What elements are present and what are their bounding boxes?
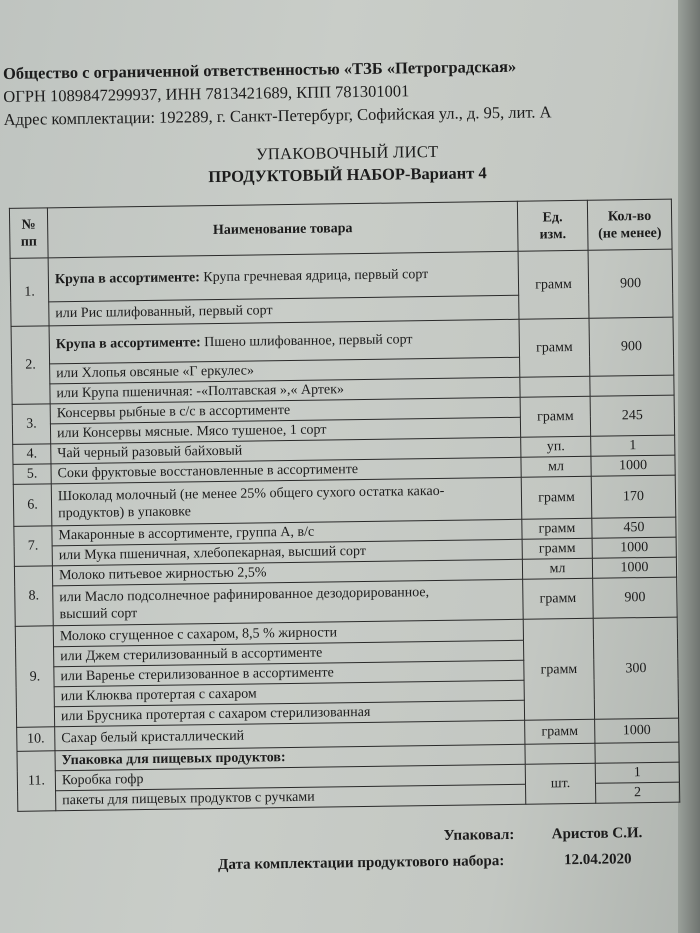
company-header [3, 53, 664, 131]
item-unit: мл [522, 558, 592, 579]
empty-cell [590, 375, 674, 396]
packed-by-name: Аристов С.И. [551, 825, 643, 843]
table-row [11, 317, 673, 364]
item-alternative: или Мука пшеничная, хлебопекарная, высший сорт [52, 539, 522, 566]
row-number: 10. [17, 727, 55, 752]
item-qty: 1000 [595, 718, 679, 743]
item-unit: грамм [518, 250, 589, 319]
col-header-name: Наименование товара [47, 201, 518, 258]
item-unit: грамм [521, 476, 592, 519]
items-table [9, 199, 680, 812]
item-qty: 245 [590, 395, 675, 436]
item-unit: грамм [525, 719, 595, 744]
row-number: 7. [14, 526, 53, 567]
row-number: 3. [12, 404, 51, 445]
item-unit: грамм [520, 396, 591, 437]
doc-title: УПАКОВОЧНЫЙ ЛИСТ [255, 141, 439, 164]
item-qty: 1 [591, 435, 675, 456]
row-number: 2. [11, 326, 50, 405]
item-qty: 900 [593, 577, 678, 618]
item-name: Крупа в ассортименте: Крупа гречневая ядрица, первый сорт [48, 251, 519, 302]
item-name: Шоколад молочный (не менее 25% общего сухого остатка какао- продуктов) в упаковке [51, 477, 522, 526]
empty-cell [520, 376, 590, 397]
packed-by-label: Упаковал: [443, 826, 515, 844]
item-alternative: или Джем стерилизованный в ассортименте [54, 640, 524, 667]
item-name: Коробка гофр [55, 764, 525, 791]
org-ids: ОГРН 1089847299937, ИНН 7813421689, КПП 781301001 [3, 81, 410, 106]
item-qty: 900 [588, 249, 673, 318]
table-header-row [9, 199, 672, 258]
item-qty: 1000 [592, 537, 676, 558]
row-number: 8. [14, 566, 53, 627]
item-alternative: или Крупа пшеничная: -«Полтавская »,« Артек» [50, 377, 520, 404]
row-number: 11. [17, 751, 56, 812]
item-alternative: или Клюква протертая с сахаром [54, 680, 524, 707]
date-label: Дата комплектации продуктового набора: [217, 853, 505, 874]
row-number: 9. [15, 626, 54, 728]
col-header-unit: Ед. изм. [517, 200, 588, 251]
item-alternative: или Варенье стерилизованное в ассортименте [54, 660, 524, 687]
item-unit: грамм [522, 538, 592, 559]
date-value: 12.04.2020 [563, 851, 632, 869]
item-name: Чай черный разовый байховый [51, 437, 521, 464]
item-alternative: или Хлопья овсяные «Г еркулес» [50, 357, 520, 384]
item-name: Крупа в ассортименте: Пшено шлифованное, первый сорт [49, 319, 519, 364]
item-name: Соки фруктовые восстановленные в ассортименте [51, 457, 521, 484]
item-unit: грамм [522, 518, 592, 539]
item-alternative: или Рис шлифованный, первый сорт [49, 295, 519, 326]
item-name: Консервы рыбные в с/с в ассортименте [50, 397, 520, 424]
item-unit: уп. [521, 436, 591, 457]
item-qty: 1000 [591, 455, 675, 476]
item-name: Молоко сгущенное с сахаром, 8,5 % жирности [53, 619, 523, 647]
col-header-qty: Кол-во (не менее) [587, 199, 672, 250]
row-number: 6. [13, 484, 52, 527]
item-unit: грамм [523, 618, 594, 720]
empty-cell [595, 742, 679, 763]
empty-cell [525, 743, 595, 764]
item-qty: 170 [591, 475, 676, 518]
item-alternative: или Консервы мясные. Мясо тушеное, 1 сорт [50, 417, 520, 444]
item-unit: мл [521, 456, 591, 477]
item-qty: 450 [592, 517, 676, 538]
signature-block [12, 824, 700, 874]
doc-subtitle: ПРОДУКТОВЫЙ НАБОР-Вариант 4 [208, 163, 487, 187]
row-number: 5. [13, 464, 51, 485]
org-address: Адрес комплектации: 192289, г. Санкт-Петербург, Софийская ул., д. 95, лит. А [3, 102, 552, 129]
item-name: пакеты для пищевых продуктов с ручками [56, 784, 526, 811]
item-name: Сахар белый кристаллический [55, 720, 525, 751]
item-unit: грамм [519, 318, 590, 377]
table-row [10, 249, 673, 302]
item-alternative: или Масло подсолнечное рафинированное дезодорированное, высший сорт [53, 579, 524, 626]
item-qty: 1 [595, 762, 679, 783]
item-alternative: или Брусника протертая с сахаром стерилизованная [54, 700, 524, 727]
item-unit: шт. [525, 763, 596, 804]
row-number: 1. [10, 258, 49, 327]
org-name: Общество с ограниченной ответственностью «ТЗБ «Петроградская» [2, 56, 517, 83]
item-qty: 900 [589, 317, 674, 376]
item-name: Молоко питьевое жирностью 2,5% [52, 559, 522, 586]
item-qty: 1000 [592, 557, 676, 578]
item-qty: 300 [593, 617, 678, 719]
packaging-heading: Упаковка для пищевых продуктов: [55, 744, 525, 771]
item-unit: грамм [523, 578, 594, 619]
item-name: Макаронные в ассортименте, группа А, в/с [52, 519, 522, 546]
item-qty: 2 [595, 782, 679, 803]
col-header-num: № пп [9, 208, 48, 259]
row-number: 4. [13, 444, 51, 465]
